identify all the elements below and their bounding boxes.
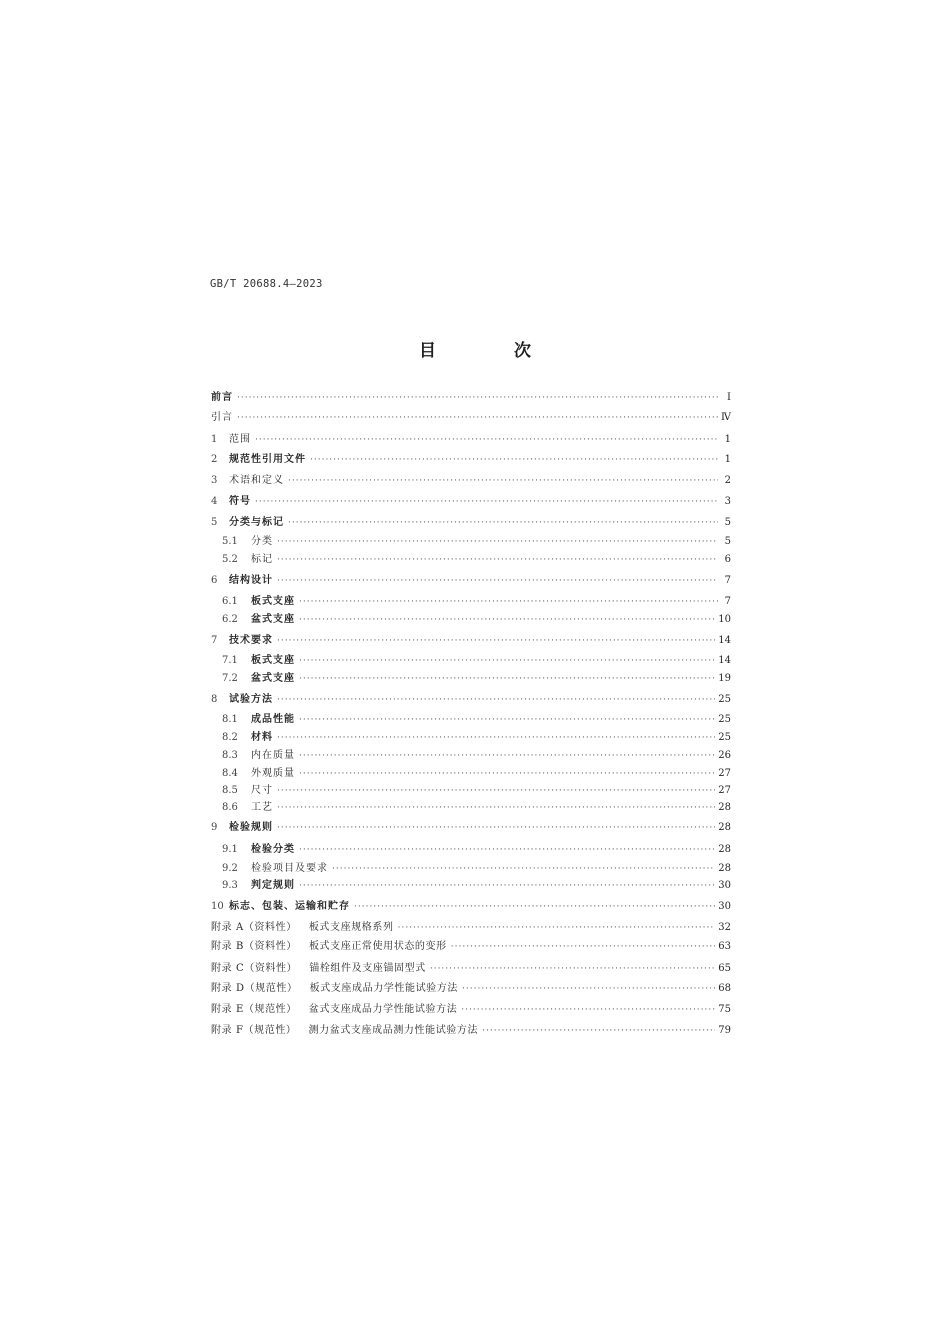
toc-entry-label: 范围 bbox=[229, 434, 251, 445]
dot-leader bbox=[299, 671, 715, 687]
toc-entry[interactable] bbox=[211, 692, 731, 708]
toc-entry-label: 检验项目及要求 bbox=[251, 863, 328, 874]
toc-entry-page: 7 bbox=[724, 575, 731, 586]
toc-entry[interactable] bbox=[211, 820, 731, 836]
toc-entry-label bbox=[211, 981, 458, 997]
toc-entry-label: 工艺 bbox=[251, 802, 273, 813]
toc-entry-number: 6.1 bbox=[222, 596, 238, 607]
toc-entry-label bbox=[211, 1023, 478, 1039]
toc-entry[interactable] bbox=[211, 594, 731, 610]
dot-leader bbox=[299, 748, 715, 764]
toc-entry-page: 75 bbox=[718, 1004, 731, 1015]
toc-entry-page: Ⅰ bbox=[727, 392, 731, 403]
dot-leader bbox=[354, 899, 715, 915]
toc-entry[interactable] bbox=[211, 534, 731, 550]
toc-entry-page: Ⅳ bbox=[721, 412, 731, 423]
toc-entry-page: 5 bbox=[724, 536, 731, 547]
dot-leader bbox=[277, 783, 715, 799]
toc-entry-number: 8.1 bbox=[222, 714, 238, 725]
toc-entry-label bbox=[211, 1002, 457, 1018]
toc-entry-number: 8 bbox=[211, 694, 218, 705]
toc-entry-number: 1 bbox=[211, 434, 218, 445]
dot-leader bbox=[277, 534, 718, 550]
toc-entry-page: 14 bbox=[718, 635, 731, 646]
dot-leader bbox=[299, 594, 718, 610]
toc-entry-label: 分类 bbox=[251, 536, 273, 547]
appendix-title: 板式支座规格系列 bbox=[308, 922, 394, 933]
toc-entry[interactable] bbox=[211, 712, 731, 728]
dot-leader bbox=[277, 800, 715, 816]
dot-leader bbox=[299, 712, 715, 728]
toc-entry-page: 28 bbox=[718, 863, 731, 874]
toc-entry-number: 9.1 bbox=[222, 844, 238, 855]
toc-entry-page: 30 bbox=[718, 880, 731, 891]
toc-entry-page: 10 bbox=[718, 614, 731, 625]
appendix-title: 测力盆式支座成品测力性能试验方法 bbox=[308, 1025, 479, 1036]
dot-leader bbox=[277, 820, 715, 836]
appendix-tag: 附录 A（资料性） bbox=[211, 922, 297, 933]
toc-entry[interactable] bbox=[211, 861, 731, 877]
toc-entry-label: 前言 bbox=[211, 392, 233, 403]
toc-entry[interactable] bbox=[211, 494, 731, 510]
toc-entry-label: 试验方法 bbox=[229, 694, 273, 705]
toc-entry-number: 7.2 bbox=[222, 673, 238, 684]
toc-entry-number: 8.5 bbox=[222, 785, 238, 796]
dot-leader bbox=[237, 410, 718, 426]
toc-entry-label bbox=[211, 939, 447, 955]
dot-leader bbox=[430, 961, 715, 977]
toc-entry-label: 术语和定义 bbox=[229, 475, 284, 486]
dot-leader bbox=[277, 692, 715, 708]
toc-entry-label: 板式支座 bbox=[251, 596, 295, 607]
document-code: GB/T 20688.4—2023 bbox=[210, 278, 323, 290]
toc-entry-page: 1 bbox=[724, 434, 731, 445]
toc-entry-page: 19 bbox=[718, 673, 731, 684]
toc-entry-label: 盆式支座 bbox=[251, 673, 295, 684]
toc-entry-page: 63 bbox=[718, 941, 731, 952]
dot-leader bbox=[482, 1023, 715, 1039]
toc-entry[interactable] bbox=[211, 1023, 731, 1039]
dot-leader bbox=[277, 573, 718, 589]
toc-entry-number: 10 bbox=[211, 901, 224, 912]
toc-entry-page: 65 bbox=[718, 963, 731, 974]
toc-entry-page: 25 bbox=[718, 694, 731, 705]
toc-entry[interactable] bbox=[211, 653, 731, 669]
toc-entry[interactable] bbox=[211, 939, 731, 955]
toc-entry-number: 8.3 bbox=[222, 750, 238, 761]
toc-entry-number: 9 bbox=[211, 822, 218, 833]
toc-entry-label: 尺寸 bbox=[251, 785, 273, 796]
toc-entry-number: 4 bbox=[211, 496, 218, 507]
toc-entry-number: 8.2 bbox=[222, 732, 238, 743]
toc-entry-page: 2 bbox=[724, 475, 731, 486]
toc-entry-page: 28 bbox=[718, 802, 731, 813]
toc-entry-number: 5.1 bbox=[222, 536, 238, 547]
toc-entry[interactable] bbox=[211, 842, 731, 858]
toc-entry-label: 引言 bbox=[211, 412, 233, 423]
appendix-tag: 附录 C（资料性） bbox=[211, 963, 298, 974]
toc-entry[interactable] bbox=[211, 671, 731, 687]
appendix-title: 锚栓组件及支座锚固型式 bbox=[309, 963, 426, 974]
appendix-tag: 附录 F（规范性） bbox=[211, 1025, 297, 1036]
toc-entry-number: 8.4 bbox=[222, 768, 238, 779]
toc-entry-number: 7.1 bbox=[222, 655, 238, 666]
dot-leader bbox=[277, 633, 715, 649]
toc-entry-number: 9.2 bbox=[222, 863, 238, 874]
toc-entry[interactable] bbox=[211, 552, 731, 568]
dot-leader bbox=[237, 390, 718, 406]
toc-entry-label: 板式支座 bbox=[251, 655, 295, 666]
dot-leader bbox=[288, 515, 718, 531]
toc-entry[interactable] bbox=[211, 633, 731, 649]
appendix-title: 板式支座正常使用状态的变形 bbox=[308, 941, 447, 952]
toc-entry-page: 79 bbox=[718, 1025, 731, 1036]
toc-entry-label: 标志、包装、运输和贮存 bbox=[229, 901, 350, 912]
toc-entry-page: 25 bbox=[718, 732, 731, 743]
toc-entry-number: 6 bbox=[211, 575, 218, 586]
dot-leader bbox=[277, 552, 718, 568]
toc-entry-label bbox=[211, 920, 394, 936]
dot-leader bbox=[299, 653, 715, 669]
toc-entry-page: 5 bbox=[724, 517, 731, 528]
toc-entry-label bbox=[211, 961, 426, 977]
toc-entry-label: 材料 bbox=[251, 732, 273, 743]
dot-leader bbox=[461, 1002, 715, 1018]
toc-entry[interactable] bbox=[211, 878, 731, 894]
toc-entry-page: 27 bbox=[718, 768, 731, 779]
toc-entry-page: 3 bbox=[724, 496, 731, 507]
toc-entry-label: 检验分类 bbox=[251, 844, 295, 855]
toc-entry-page: 1 bbox=[724, 454, 731, 465]
dot-leader bbox=[398, 920, 716, 936]
toc-entry[interactable] bbox=[211, 473, 731, 489]
toc-entry-label: 符号 bbox=[229, 496, 251, 507]
toc-title: 目 次 bbox=[419, 341, 567, 361]
dot-leader bbox=[299, 766, 715, 782]
toc-entry-label: 检验规则 bbox=[229, 822, 273, 833]
toc-entry[interactable] bbox=[211, 783, 731, 799]
appendix-tag: 附录 E（规范性） bbox=[211, 1004, 297, 1015]
toc-entry-label: 标记 bbox=[251, 554, 273, 565]
dot-leader bbox=[288, 473, 718, 489]
toc-entry-label: 结构设计 bbox=[229, 575, 273, 586]
toc-entry-page: 7 bbox=[724, 596, 731, 607]
toc-entry-page: 25 bbox=[718, 714, 731, 725]
appendix-title: 盆式支座成品力学性能试验方法 bbox=[308, 1004, 458, 1015]
toc-entry[interactable] bbox=[211, 961, 731, 977]
toc-entry-label: 内在质量 bbox=[251, 750, 295, 761]
toc-entry-number: 5 bbox=[211, 517, 218, 528]
toc-entry-label: 规范性引用文件 bbox=[229, 454, 306, 465]
appendix-title: 板式支座成品力学性能试验方法 bbox=[309, 983, 459, 994]
toc-entry-page: 30 bbox=[718, 901, 731, 912]
toc-entry[interactable] bbox=[211, 1002, 731, 1018]
dot-leader bbox=[332, 861, 715, 877]
toc-entry[interactable] bbox=[211, 800, 731, 816]
toc-entry-number: 3 bbox=[211, 475, 218, 486]
toc-entry[interactable] bbox=[211, 981, 731, 997]
toc-entry-page: 27 bbox=[718, 785, 731, 796]
toc-entry-page: 6 bbox=[724, 554, 731, 565]
toc-entry[interactable] bbox=[211, 432, 731, 448]
toc-entry[interactable] bbox=[211, 410, 731, 426]
toc-entry-page: 28 bbox=[718, 844, 731, 855]
toc-entry-number: 6.2 bbox=[222, 614, 238, 625]
toc-entry[interactable] bbox=[211, 748, 731, 764]
toc-entry-label: 分类与标记 bbox=[229, 517, 284, 528]
dot-leader bbox=[255, 494, 718, 510]
dot-leader bbox=[451, 939, 716, 955]
toc-entry-number: 2 bbox=[211, 454, 218, 465]
toc-entry-page: 14 bbox=[718, 655, 731, 666]
toc-entry-page: 68 bbox=[718, 983, 731, 994]
toc-entry[interactable] bbox=[211, 899, 731, 915]
toc-entry-page: 26 bbox=[718, 750, 731, 761]
toc-entry-number: 8.6 bbox=[222, 802, 238, 813]
dot-leader bbox=[299, 612, 715, 628]
toc-entry[interactable] bbox=[211, 515, 731, 531]
toc-entry-page: 28 bbox=[718, 822, 731, 833]
toc-entry-label: 成品性能 bbox=[251, 714, 295, 725]
toc-entry-number: 7 bbox=[211, 635, 218, 646]
dot-leader bbox=[277, 730, 715, 746]
dot-leader bbox=[310, 452, 718, 468]
toc-entry-label: 外观质量 bbox=[251, 768, 295, 779]
dot-leader bbox=[299, 878, 715, 894]
toc-entry-label: 技术要求 bbox=[229, 635, 273, 646]
toc-entry[interactable] bbox=[211, 452, 731, 468]
toc-entry[interactable] bbox=[211, 573, 731, 589]
toc-entry-number: 5.2 bbox=[222, 554, 238, 565]
toc-entry-label: 盆式支座 bbox=[251, 614, 295, 625]
toc-entry[interactable] bbox=[211, 612, 731, 628]
appendix-tag: 附录 D（规范性） bbox=[211, 983, 298, 994]
dot-leader bbox=[255, 432, 718, 448]
toc-entry[interactable] bbox=[211, 920, 731, 936]
dot-leader bbox=[299, 842, 715, 858]
toc-entry[interactable] bbox=[211, 766, 731, 782]
dot-leader bbox=[462, 981, 715, 997]
toc-entry[interactable] bbox=[211, 730, 731, 746]
toc-entry[interactable] bbox=[211, 390, 731, 406]
appendix-tag: 附录 B（资料性） bbox=[211, 941, 297, 952]
toc-entry-page: 32 bbox=[718, 922, 731, 933]
toc-entry-number: 9.3 bbox=[222, 880, 238, 891]
toc-entry-label: 判定规则 bbox=[251, 880, 295, 891]
